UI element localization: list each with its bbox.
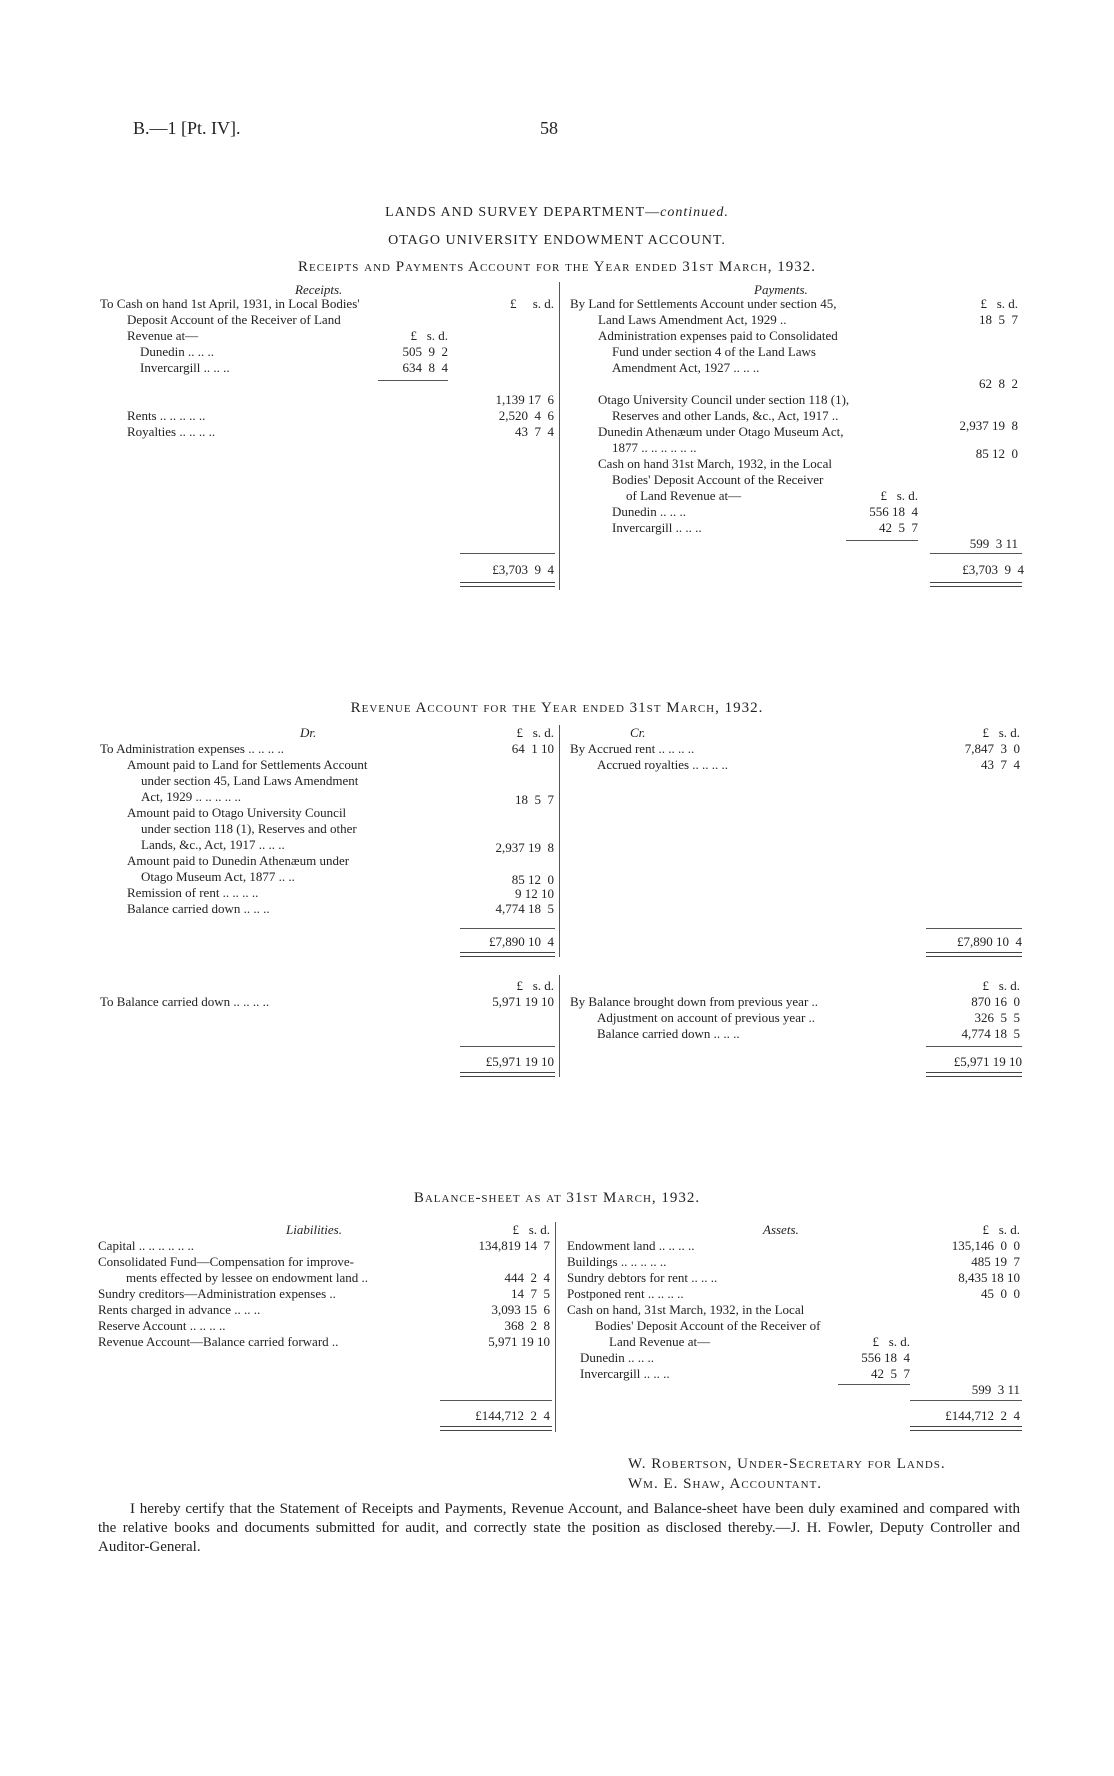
credit2-value: 326 5 5: [974, 1010, 1020, 1025]
receipts-cash-total: 1,139 17 6: [495, 392, 554, 407]
debit-total: £7,890 10 4: [489, 934, 554, 949]
department-name: LANDS AND SURVEY DEPARTMENT—: [385, 205, 661, 220]
page-reference: B.—1 [Pt. IV].: [133, 118, 241, 138]
receipts-payments-title: Receipts and Payments Account for the Year ended 31st March, 1932.: [297, 259, 817, 275]
payments-dunedin: Dunedin .. .. ..: [612, 504, 687, 519]
payments-cash-head: £ s. d.: [880, 488, 918, 503]
liability-line: Revenue Account—Balance carried forward ..: [98, 1334, 339, 1349]
assets-cash-total: 599 3 11: [971, 1382, 1020, 1397]
subtotal-rule: [838, 1384, 910, 1385]
debit-value: 85 12 0: [511, 872, 554, 887]
debit-line: under section 45, Land Laws Amendment: [141, 773, 359, 788]
credit2-line: By Balance brought down from previous year ..: [570, 994, 819, 1009]
debit-value: 9 12 10: [515, 886, 554, 901]
assets-col-head: £ s. d.: [982, 1222, 1020, 1237]
receipts-invercargill: Invercargill .. .. ..: [140, 360, 230, 375]
double-rule: [440, 1426, 552, 1431]
department-continued: continued.: [660, 205, 729, 220]
payments-cash-total: 599 3 11: [969, 536, 1018, 551]
double-rule: [460, 582, 555, 587]
payments-line: By Land for Settlements Account under section 45,: [570, 296, 837, 311]
payments-value: 18 5 7: [979, 312, 1018, 327]
assets-heading: Assets.: [763, 1222, 799, 1237]
debit2-col-head: £ s. d.: [516, 978, 554, 993]
double-rule: [910, 1426, 1022, 1431]
credit-col-head: £ s. d.: [982, 725, 1020, 740]
receipts-dunedin: Dunedin .. .. ..: [140, 344, 215, 359]
assets-dunedin-value: 556 18 4: [861, 1350, 910, 1365]
liability-line: ments effected by lessee on endowment land ..: [126, 1270, 368, 1285]
payments-total: £3,703 9 4: [962, 562, 1024, 577]
payments-value: 62 8 2: [979, 376, 1018, 391]
asset-line: Bodies' Deposit Account of the Receiver of: [595, 1318, 821, 1333]
credit2-col-head: £ s. d.: [982, 978, 1020, 993]
assets-total: £144,712 2 4: [945, 1408, 1020, 1423]
signature-under-secretary: W. Robertson, Under-Secretary for Lands.: [628, 1456, 946, 1472]
credit2-value: 4,774 18 5: [961, 1026, 1020, 1041]
total-rule: [926, 928, 1022, 929]
revenue-account-title: Revenue Account for the Year ended 31st March, 1932.: [350, 700, 764, 716]
total-rule: [440, 1400, 552, 1401]
debit-value: 4,774 18 5: [495, 901, 554, 916]
liability-line: Consolidated Fund—Compensation for improve-: [98, 1254, 355, 1269]
payments-invercargill-value: 42 5 7: [879, 520, 918, 535]
receipts-line: Revenue at—: [127, 328, 199, 343]
liability-value: 14 7 5: [511, 1286, 550, 1301]
total-rule: [910, 1400, 1022, 1401]
credit-total: £7,890 10 4: [957, 934, 1022, 949]
subtotal-rule: [846, 540, 918, 541]
debit-value: 2,937 19 8: [495, 840, 554, 855]
column-divider: [555, 1222, 556, 1432]
debit-line: Amount paid to Dunedin Athenæum under: [127, 853, 350, 868]
debit-line: To Administration expenses .. .. .. ..: [100, 741, 284, 756]
receipts-invercargill-value: 634 8 4: [402, 360, 448, 375]
debit-value: 18 5 7: [515, 792, 554, 807]
column-divider: [559, 282, 560, 590]
receipts-line: Deposit Account of the Receiver of Land: [127, 312, 341, 327]
assets-invercargill-value: 42 5 7: [871, 1366, 910, 1381]
payments-invercargill: Invercargill .. .. ..: [612, 520, 702, 535]
asset-value: 45 0 0: [981, 1286, 1020, 1301]
payments-line: Cash on hand 31st March, 1932, in the Local: [598, 456, 832, 471]
debit-line: Amount paid to Land for Settlements Account: [127, 757, 368, 772]
asset-value: 8,435 18 10: [958, 1270, 1020, 1285]
department-title: [0, 205, 1114, 221]
liabilities-heading: Liabilities.: [286, 1222, 342, 1237]
payments-line: Otago University Council under section 118 (1),: [598, 392, 850, 407]
balance-sheet-title: Balance-sheet as at 31st March, 1932.: [413, 1190, 701, 1206]
payments-line: 1877 .. .. .. .. .. ..: [612, 440, 697, 455]
debit-line: Remission of rent .. .. .. ..: [127, 885, 259, 900]
double-rule: [460, 1072, 555, 1077]
credit-heading: Cr.: [630, 725, 646, 740]
assets-invercargill: Invercargill .. .. ..: [580, 1366, 670, 1381]
asset-line: Postponed rent .. .. .. ..: [567, 1286, 684, 1301]
payments-line: Reserves and other Lands, &c., Act, 1917 ..: [612, 408, 839, 423]
payments-line: Amendment Act, 1927 .. .. ..: [612, 360, 760, 375]
double-rule: [926, 952, 1022, 957]
credit-line: By Accrued rent .. .. .. ..: [570, 741, 695, 756]
debit-line: under section 118 (1), Reserves and other: [141, 821, 357, 836]
credit-value: 43 7 4: [981, 757, 1020, 772]
receipts-rents-value: 2,520 4 6: [498, 408, 554, 423]
payments-line: Bodies' Deposit Account of the Receiver: [612, 472, 824, 487]
payments-line: of Land Revenue at—: [626, 488, 742, 503]
liability-value: 444 2 4: [504, 1270, 550, 1285]
liabilities-total: £144,712 2 4: [475, 1408, 550, 1423]
debit-heading: Dr.: [300, 725, 317, 740]
debit-line: Lands, &c., Act, 1917 .. .. ..: [141, 837, 285, 852]
credit2-value: 870 16 0: [971, 994, 1020, 1009]
column-divider: [559, 975, 560, 1077]
payments-dunedin-value: 556 18 4: [869, 504, 918, 519]
liability-line: Capital .. .. .. .. .. ..: [98, 1238, 195, 1253]
page-number: 58: [540, 118, 558, 138]
payments-line: Dunedin Athenæum under Otago Museum Act,: [598, 424, 844, 439]
double-rule: [926, 1072, 1022, 1077]
receipts-total: £3,703 9 4: [492, 562, 554, 577]
liability-line: Sundry creditors—Administration expenses ..: [98, 1286, 336, 1301]
column-divider: [559, 725, 560, 957]
total-rule: [460, 553, 555, 554]
payments-value: 85 12 0: [975, 446, 1018, 461]
assets-dunedin: Dunedin .. .. ..: [580, 1350, 655, 1365]
debit-col-head: £ s. d.: [516, 725, 554, 740]
debit-value: 64 1 10: [511, 741, 554, 756]
credit2-line: Balance carried down .. .. ..: [597, 1026, 740, 1041]
total-rule: [930, 553, 1022, 554]
receipts-rents: Rents .. .. .. .. ..: [127, 408, 206, 423]
receipts-royalties-value: 43 7 4: [515, 424, 554, 439]
payments-line: Administration expenses paid to Consolidated: [598, 328, 838, 343]
signature-accountant: Wm. E. Shaw, Accountant.: [628, 1476, 823, 1492]
receipts-sub-head: £ s. d.: [410, 328, 448, 343]
debit-line: Amount paid to Otago University Council: [127, 805, 347, 820]
liability-value: 3,093 15 6: [491, 1302, 550, 1317]
asset-value: 135,146 0 0: [951, 1238, 1020, 1253]
subtotal-rule: [378, 380, 448, 381]
audit-certificate: I hereby certify that the Statement of Receipts and Payments, Revenue Account, and Balance-sheet have been duly examined and compared with the relative books and documents submitted for audit, and correctly state the position as disclosed thereby.—J. H. Fowler, Deputy Controller and Auditor-General.: [98, 1501, 1020, 1555]
credit-value: 7,847 3 0: [964, 741, 1020, 756]
receipts-dunedin-value: 505 9 2: [402, 344, 448, 359]
debit-line: Act, 1929 .. .. .. .. ..: [141, 789, 242, 804]
liability-value: 5,971 19 10: [488, 1334, 550, 1349]
asset-line: Cash on hand, 31st March, 1932, in the Local: [567, 1302, 805, 1317]
payments-heading: Payments.: [754, 282, 808, 297]
debit2-total: £5,971 19 10: [485, 1054, 554, 1069]
receipts-col-head: £ s. d.: [509, 296, 554, 311]
liability-value: 134,819 14 7: [478, 1238, 550, 1253]
asset-line: Sundry debtors for rent .. .. ..: [567, 1270, 718, 1285]
account-title: OTAGO UNIVERSITY ENDOWMENT ACCOUNT.: [388, 233, 726, 248]
asset-line: Land Revenue at—: [609, 1334, 711, 1349]
credit2-total: £5,971 19 10: [953, 1054, 1022, 1069]
payments-line: Land Laws Amendment Act, 1929 ..: [598, 312, 787, 327]
total-rule: [460, 1046, 555, 1047]
debit2-line: To Balance carried down .. .. .. ..: [100, 994, 270, 1009]
debit-line: Otago Museum Act, 1877 .. ..: [141, 869, 295, 884]
liabilities-col-head: £ s. d.: [512, 1222, 550, 1237]
double-rule: [930, 582, 1022, 587]
liability-line: Rents charged in advance .. .. ..: [98, 1302, 261, 1317]
payments-value: 2,937 19 8: [959, 418, 1018, 433]
total-rule: [460, 928, 555, 929]
asset-line: Buildings .. .. .. .. ..: [567, 1254, 667, 1269]
debit-line: Balance carried down .. .. ..: [127, 901, 270, 916]
asset-value: 485 19 7: [971, 1254, 1020, 1269]
payments-col-head: £ s. d.: [980, 296, 1018, 311]
credit2-line: Adjustment on account of previous year ..: [597, 1010, 816, 1025]
asset-line: Endowment land .. .. .. ..: [567, 1238, 695, 1253]
liability-line: Reserve Account .. .. .. ..: [98, 1318, 226, 1333]
double-rule: [460, 952, 555, 957]
liability-value: 368 2 8: [504, 1318, 550, 1333]
receipts-heading: Receipts.: [295, 282, 343, 297]
receipts-line: To Cash on hand 1st April, 1931, in Local Bodies': [100, 296, 360, 311]
debit2-value: 5,971 19 10: [492, 994, 554, 1009]
payments-line: Fund under section 4 of the Land Laws: [612, 344, 816, 359]
credit-line: Accrued royalties .. .. .. ..: [597, 757, 729, 772]
receipts-royalties: Royalties .. .. .. ..: [127, 424, 216, 439]
assets-cash-head: £ s. d.: [872, 1334, 910, 1349]
total-rule: [926, 1046, 1022, 1047]
